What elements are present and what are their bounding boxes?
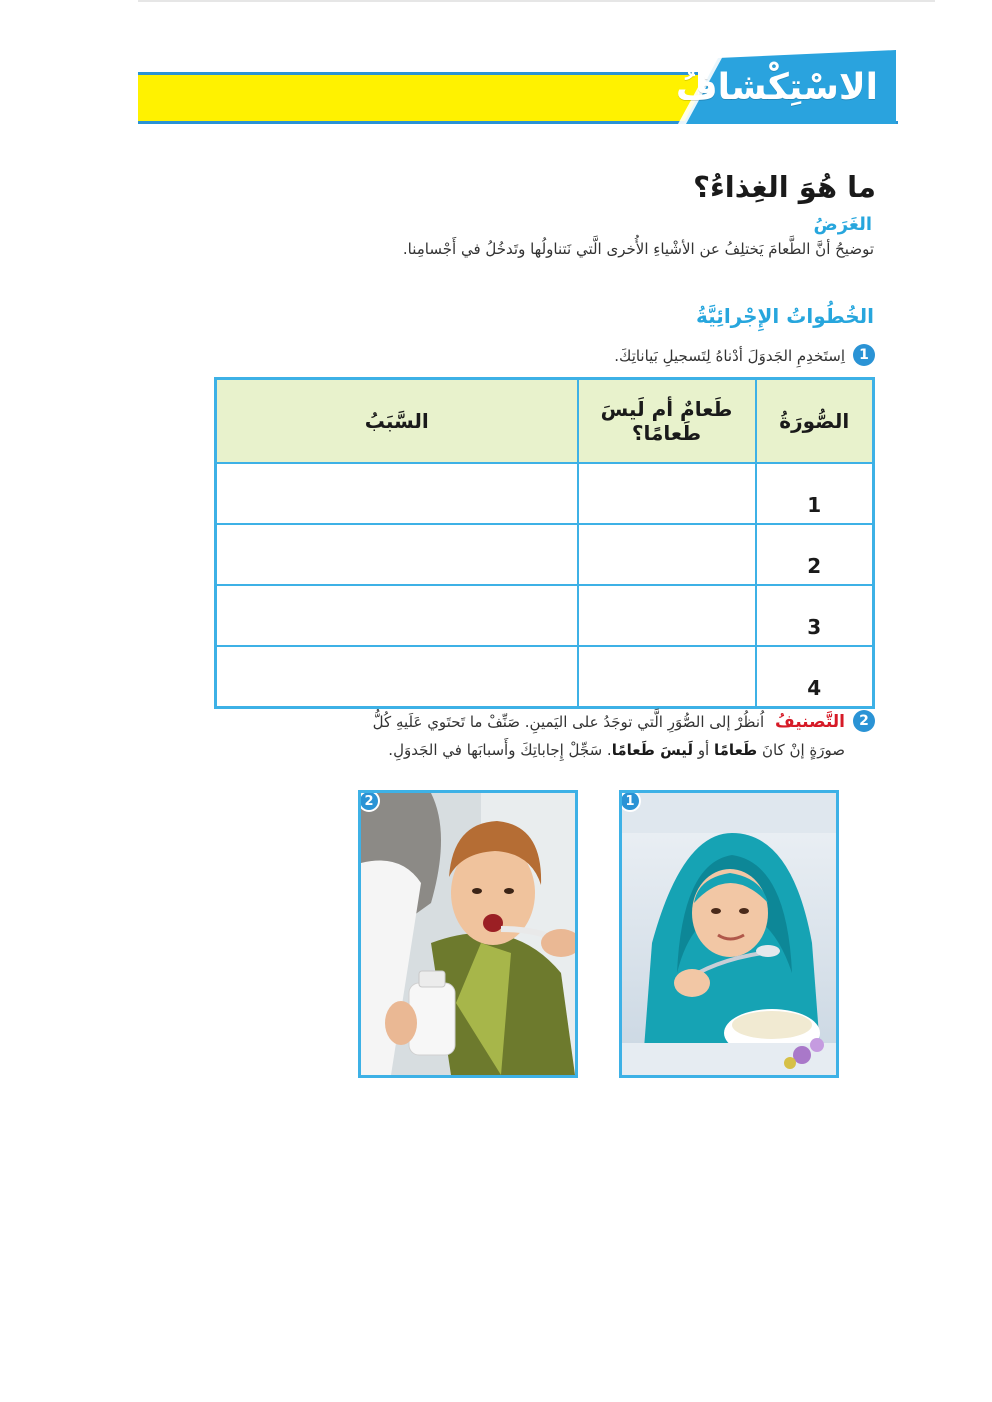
table-row <box>216 463 874 524</box>
row-number: 4 <box>756 646 874 708</box>
reason-answer-cell[interactable] <box>216 646 578 708</box>
step-number-badge: 2 <box>853 710 875 732</box>
table-header-row <box>216 379 874 464</box>
girl-eating-icon <box>622 793 836 1075</box>
banner-title: الاسْتِكْشافُ <box>675 67 878 108</box>
row-number: 3 <box>756 585 874 646</box>
or-word: أو <box>697 741 710 759</box>
not-food-term: لَيسَ طَعامًا <box>611 741 694 759</box>
boy-medicine-icon <box>361 793 575 1075</box>
step-line-1: اُنظُرْ إلى الصُّوَرِ الَّتي توجَدُ على اليَمينِ. صَنِّفْ ما تَحتَوي عَلَيهِ كُلُّ <box>372 713 765 731</box>
procedure-title: الخُطُواتُ الإِجْرائِيَّةُ <box>696 304 874 328</box>
photo-number-badge: 1 <box>619 790 641 812</box>
section-banner <box>138 50 898 128</box>
reason-answer-cell[interactable] <box>216 524 578 585</box>
top-rule <box>138 0 935 2</box>
row-number: 2 <box>756 524 874 585</box>
classify-keyword: التَّصنيفُ <box>774 712 845 732</box>
step-line-2b: . سَجِّلْ إِجاباتِكَ وأَسبابَها في الجَدوَلِ. <box>388 741 612 759</box>
column-header-reason: السَّبَبُ <box>216 379 578 464</box>
row-number: 1 <box>756 463 874 524</box>
column-header-food-or-not: طَعامٌ أم لَيسَ طَعامًا؟ <box>578 379 756 464</box>
page-title: ما هُوَ الغِذاءُ؟ <box>693 170 876 204</box>
step-1 <box>614 342 875 370</box>
reason-answer-cell[interactable] <box>216 463 578 524</box>
table-row <box>216 646 874 708</box>
photo-boy-medicine <box>358 790 578 1078</box>
food-answer-cell[interactable] <box>578 585 756 646</box>
step-line-2a: صورَةٍ إنْ كانَ <box>761 741 845 759</box>
food-answer-cell[interactable] <box>578 463 756 524</box>
food-answer-cell[interactable] <box>578 646 756 708</box>
photo-number-badge: 2 <box>358 790 380 812</box>
table-row <box>216 524 874 585</box>
photo-girl-eating <box>619 790 839 1078</box>
reason-answer-cell[interactable] <box>216 585 578 646</box>
step-text <box>373 708 845 764</box>
food-term: طَعامًا <box>714 741 758 759</box>
step-number-badge: 1 <box>853 344 875 366</box>
data-table <box>214 377 875 709</box>
purpose-text: توضيحُ أنَّ الطَّعامَ يَختلِفُ عن الأشْياءِ الأُخرى الَّتي نَتناولُها وتَدخُلُ في أَجْسامِنا. <box>402 240 874 258</box>
step-2 <box>220 708 875 764</box>
table-row <box>216 585 874 646</box>
purpose-label: الغَرَضُ <box>813 214 872 235</box>
step-text: اِستَخدِمِ الجَدوَلَ أدْناهُ لِتَسجيلِ بَياناتِكَ. <box>614 347 845 365</box>
food-answer-cell[interactable] <box>578 524 756 585</box>
column-header-picture: الصُّورَةُ <box>756 379 874 464</box>
